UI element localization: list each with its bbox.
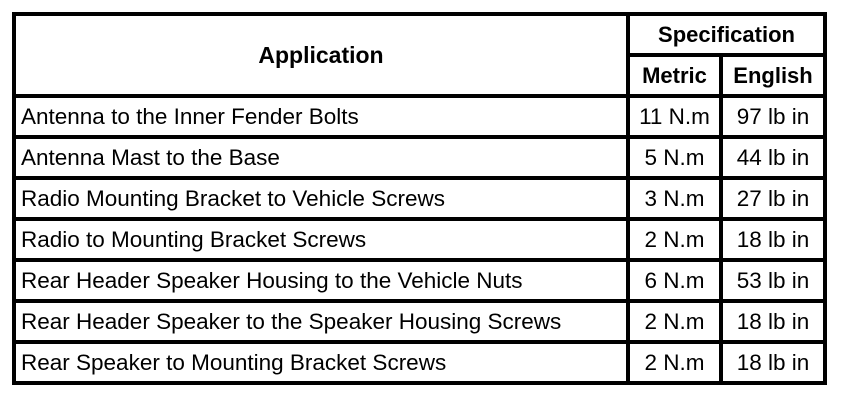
english-header: English <box>723 57 827 98</box>
metric-header: Metric <box>630 57 723 98</box>
english-cell: 18 lb in <box>723 221 827 262</box>
application-cell: Rear Speaker to Mounting Bracket Screws <box>16 344 630 385</box>
metric-cell: 11 N.m <box>630 98 723 139</box>
table-row <box>16 139 827 180</box>
english-cell: 97 lb in <box>723 98 827 139</box>
metric-cell: 6 N.m <box>630 262 723 303</box>
english-cell: 27 lb in <box>723 180 827 221</box>
fastener-specification-table <box>12 12 827 385</box>
table-row <box>16 303 827 344</box>
table-row <box>16 180 827 221</box>
application-cell: Radio to Mounting Bracket Screws <box>16 221 630 262</box>
english-cell: 44 lb in <box>723 139 827 180</box>
english-cell: 18 lb in <box>723 344 827 385</box>
application-cell: Antenna to the Inner Fender Bolts <box>16 98 630 139</box>
table-row <box>16 262 827 303</box>
english-cell: 53 lb in <box>723 262 827 303</box>
application-cell: Rear Header Speaker to the Speaker Housing Screws <box>16 303 630 344</box>
metric-cell: 2 N.m <box>630 221 723 262</box>
specification-header: Specification <box>630 16 827 57</box>
metric-cell: 2 N.m <box>630 303 723 344</box>
metric-cell: 5 N.m <box>630 139 723 180</box>
metric-cell: 2 N.m <box>630 344 723 385</box>
table-row <box>16 221 827 262</box>
application-cell: Radio Mounting Bracket to Vehicle Screws <box>16 180 630 221</box>
application-cell: Rear Header Speaker Housing to the Vehicle Nuts <box>16 262 630 303</box>
application-cell: Antenna Mast to the Base <box>16 139 630 180</box>
header-row-top <box>16 16 827 57</box>
metric-cell: 3 N.m <box>630 180 723 221</box>
application-header: Application <box>16 16 630 98</box>
table-row <box>16 344 827 385</box>
table-row <box>16 98 827 139</box>
english-cell: 18 lb in <box>723 303 827 344</box>
